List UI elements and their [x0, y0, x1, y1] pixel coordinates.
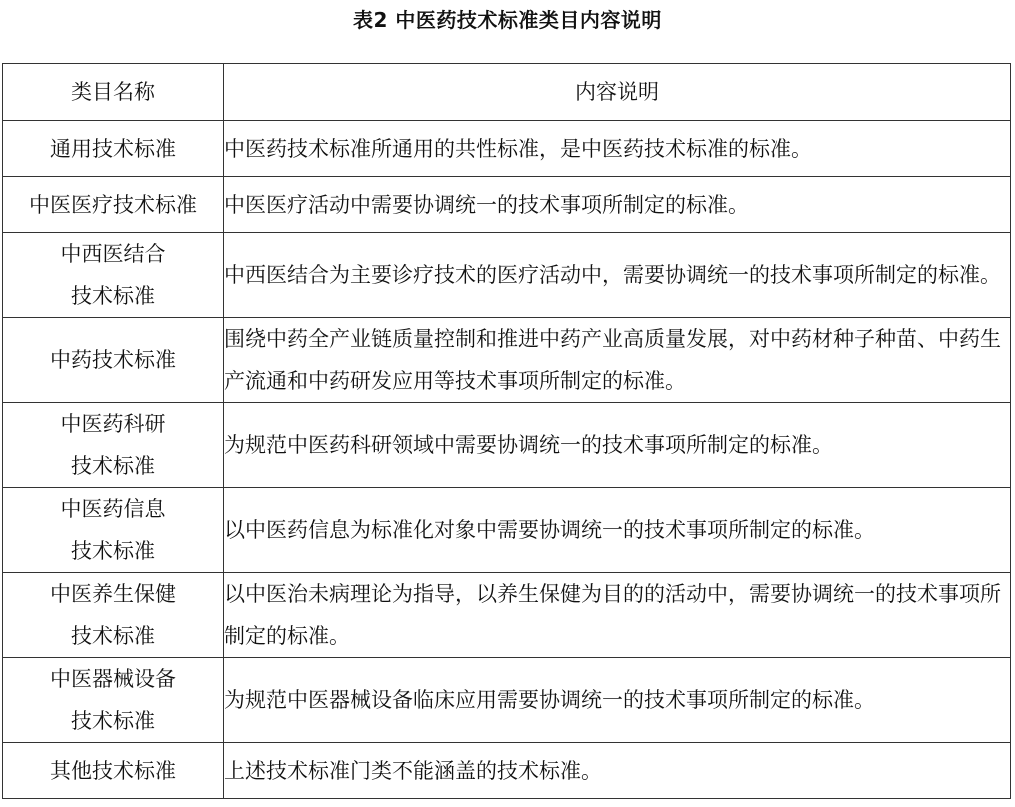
standards-table [2, 63, 1011, 799]
description-cell: 中医药技术标准所通用的共性标准，是中医药技术标准的标准。 [224, 121, 1011, 177]
description-cell: 上述技术标准门类不能涵盖的技术标准。 [224, 743, 1011, 799]
table-row [3, 233, 1011, 318]
description-cell: 围绕中药全产业链质量控制和推进中药产业高质量发展，对中药材种子种苗、中药生产流通和中药研发应用等技术事项所制定的标准。 [224, 318, 1011, 403]
category-cell: 通用技术标准 [3, 121, 224, 177]
table-row [3, 318, 1011, 403]
table-row [3, 743, 1011, 799]
description-cell: 为规范中医器械设备临床应用需要协调统一的技术事项所制定的标准。 [224, 658, 1011, 743]
category-cell: 中医医疗技术标准 [3, 177, 224, 233]
category-cell: 中西医结合 技术标准 [3, 233, 224, 318]
table-row [3, 403, 1011, 488]
category-cell: 中医药科研 技术标准 [3, 403, 224, 488]
category-cell: 中药技术标准 [3, 318, 224, 403]
table-body [3, 121, 1011, 799]
category-cell: 中医药信息 技术标准 [3, 488, 224, 573]
table-title: 表2 中医药技术标准类目内容说明 [353, 8, 662, 32]
description-cell: 中医医疗活动中需要协调统一的技术事项所制定的标准。 [224, 177, 1011, 233]
table-row [3, 573, 1011, 658]
category-cell: 中医器械设备 技术标准 [3, 658, 224, 743]
description-cell: 为规范中医药科研领域中需要协调统一的技术事项所制定的标准。 [224, 403, 1011, 488]
table-row [3, 177, 1011, 233]
table-header-row [3, 64, 1011, 121]
description-cell: 以中医治未病理论为指导，以养生保健为目的的活动中，需要协调统一的技术事项所制定的标准。 [224, 573, 1011, 658]
category-cell: 中医养生保健 技术标准 [3, 573, 224, 658]
table-row [3, 488, 1011, 573]
table-row [3, 658, 1011, 743]
description-cell: 以中医药信息为标准化对象中需要协调统一的技术事项所制定的标准。 [224, 488, 1011, 573]
category-cell: 其他技术标准 [3, 743, 224, 799]
table-row [3, 121, 1011, 177]
header-content-description: 内容说明 [224, 64, 1011, 121]
description-cell: 中西医结合为主要诊疗技术的医疗活动中，需要协调统一的技术事项所制定的标准。 [224, 233, 1011, 318]
header-category-name: 类目名称 [3, 64, 224, 121]
